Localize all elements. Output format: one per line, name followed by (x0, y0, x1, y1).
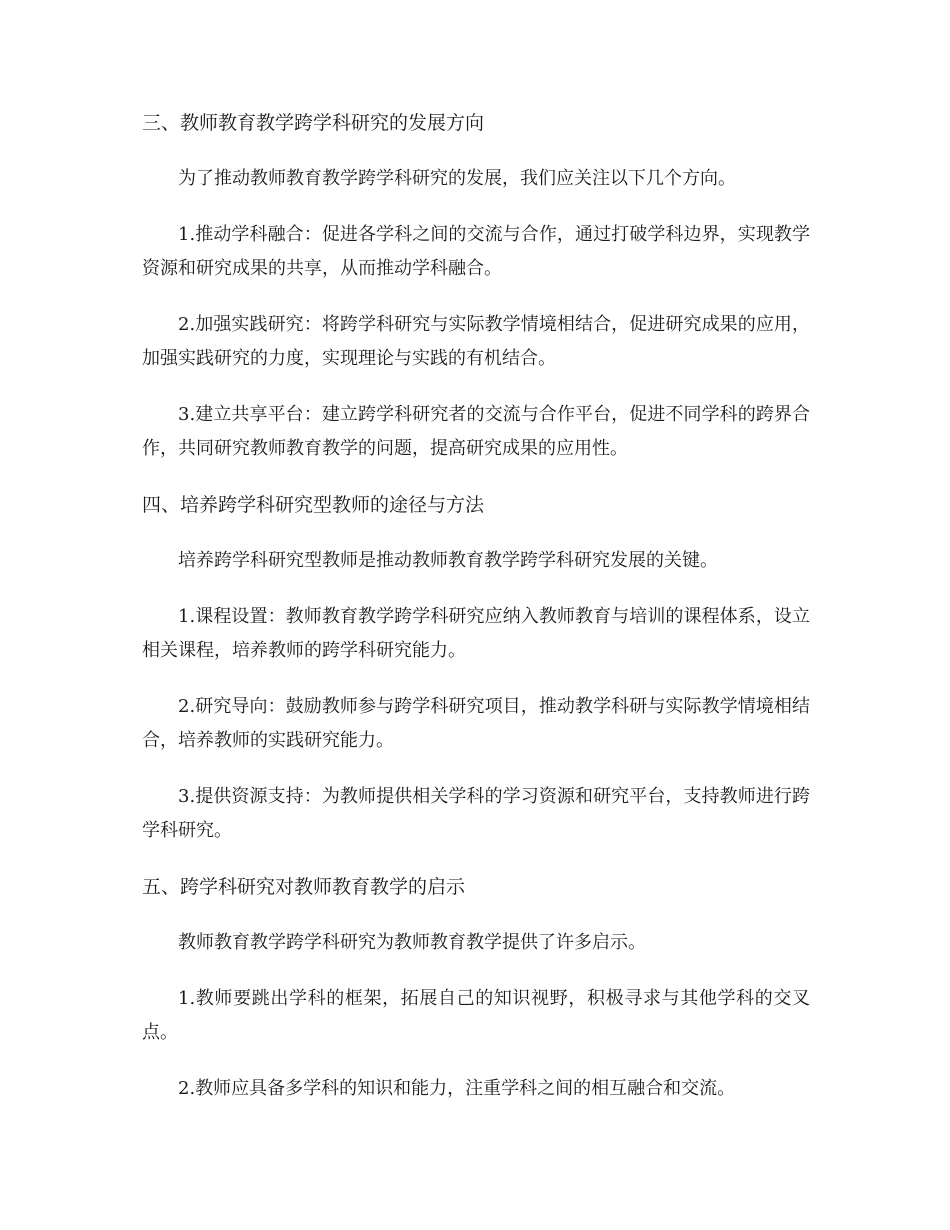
section-intro: 培养跨学科研究型教师是推动教师教育教学跨学科研究发展的关键。 (178, 550, 718, 571)
section-heading: 四、培养跨学科研究型教师的途径与方法 (142, 494, 485, 516)
list-item: 1.课程设置：教师教育教学跨学科研究应纳入教师教育与培训的课程体系，设立相关课程，培养教师的跨学科研究能力。 (142, 606, 810, 661)
section-intro: 为了推动教师教育教学跨学科研究的发展，我们应关注以下几个方向。 (178, 168, 736, 189)
section-intro: 教师教育教学跨学科研究为教师教育教学提供了许多启示。 (178, 932, 646, 953)
list-item: 2.教师应具备多学科的知识和能力，注重学科之间的相互融合和交流。 (178, 1078, 736, 1099)
document-body (142, 106, 810, 1128)
section-heading: 三、教师教育教学跨学科研究的发展方向 (142, 112, 485, 134)
list-item: 2.研究导向：鼓励教师参与跨学科研究项目，推动教学科研与实际教学情境相结合，培养教师的实践研究能力。 (142, 696, 810, 751)
list-item: 3.提供资源支持：为教师提供相关学科的学习资源和研究平台，支持教师进行跨学科研究。 (142, 786, 810, 841)
list-item: 2.加强实践研究：将跨学科研究与实际教学情境相结合，促进研究成果的应用，加强实践研究的力度，实现理论与实践的有机结合。 (142, 314, 810, 369)
section-heading: 五、跨学科研究对教师教育教学的启示 (142, 876, 466, 898)
list-item: 1.推动学科融合：促进各学科之间的交流与合作，通过打破学科边界，实现教学资源和研究成果的共享，从而推动学科融合。 (142, 224, 810, 279)
list-item: 1.教师要跳出学科的框架，拓展自己的知识视野，积极寻求与其他学科的交叉点。 (142, 988, 810, 1043)
list-item: 3.建立共享平台：建立跨学科研究者的交流与合作平台，促进不同学科的跨界合作，共同研究教师教育教学的问题，提高研究成果的应用性。 (142, 404, 810, 459)
